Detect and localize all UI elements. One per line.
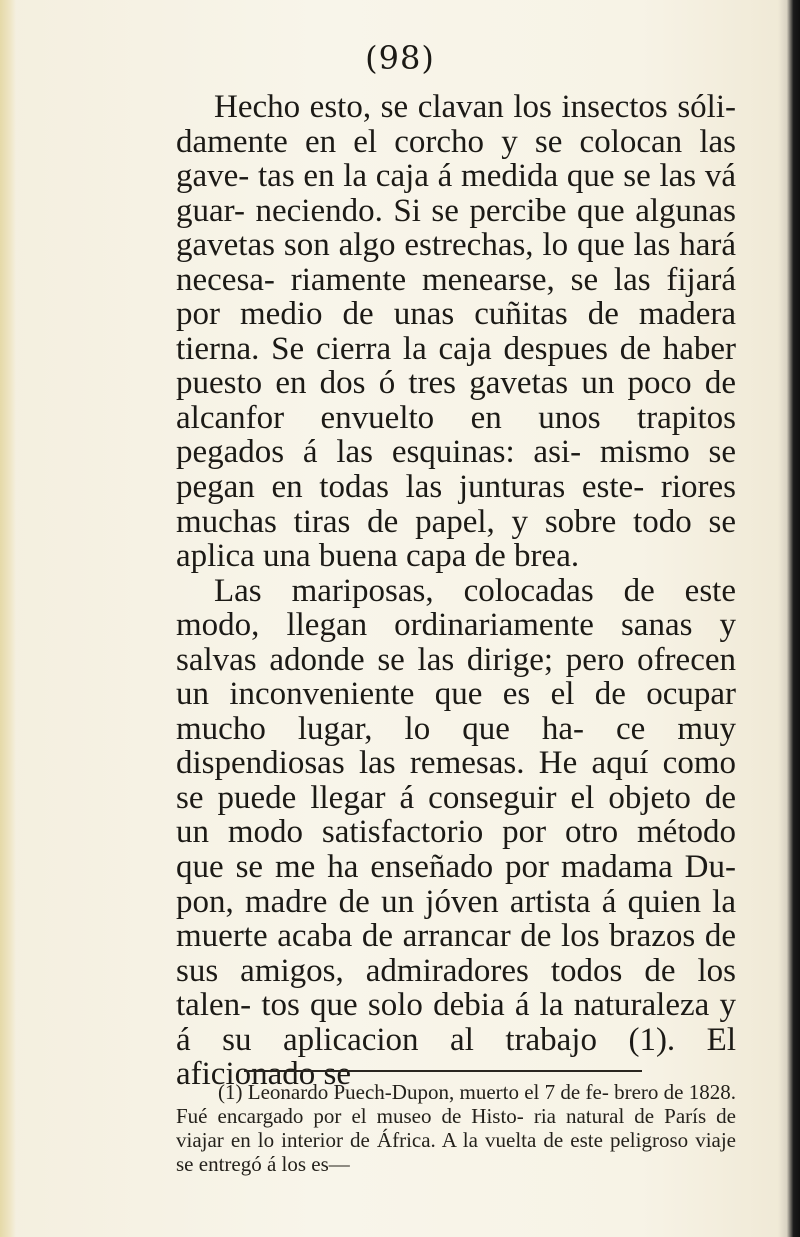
page-number: (98) <box>365 39 435 77</box>
footnote-divider <box>244 1070 642 1072</box>
page-binding-shadow <box>778 0 800 1237</box>
footnote: (1) Leonardo Puech-Dupon, muerto el 7 de fe- brero de 1828. Fué encargado por el museo de Histo- ria natural de París de viajar en lo interior de África. A la vuelta de este peligroso viaje se entregó á los es— <box>176 1080 736 1176</box>
paragraph-2: Las mariposas, colocadas de este modo, llegan ordinariamente sanas y salvas adonde se las dirige; pero ofrecen un inconveniente que es el de ocupar mucho lugar, lo que ha- ce muy dispendiosas las remesas. He aquí como se puede llegar á conseguir el objeto de un modo satisfactorio por otro método que se me ha enseñado por madama Du- pon, madre de un jóven artista á quien la muerte acaba de arrancar de los brazos de sus amigos, admiradores todos de los talen- tos que solo debia á la naturaleza y á su aplicacion al trabajo (1). El aficionado se <box>176 572 736 1093</box>
page-left-edge <box>0 0 16 1237</box>
body-text <box>176 90 736 1092</box>
paragraph-1: Hecho esto, se clavan los insectos sóli- damente en el corcho y se colocan las gave- tas en la caja á medida que se las vá guar- neciendo. Si se percibe que algunas gavetas son algo estrechas, lo que las hará necesa- riamente menearse, se las fijará por medio de unas cuñitas de madera tierna. Se cierra la caja despues de haber puesto en dos ó tres gavetas un poco de alcanfor envuelto en unos trapitos pegados á las esquinas: asi- mismo se pegan en todas las junturas este- riores muchas tiras de papel, y sobre todo se aplica una buena capa de brea. <box>176 89 736 575</box>
